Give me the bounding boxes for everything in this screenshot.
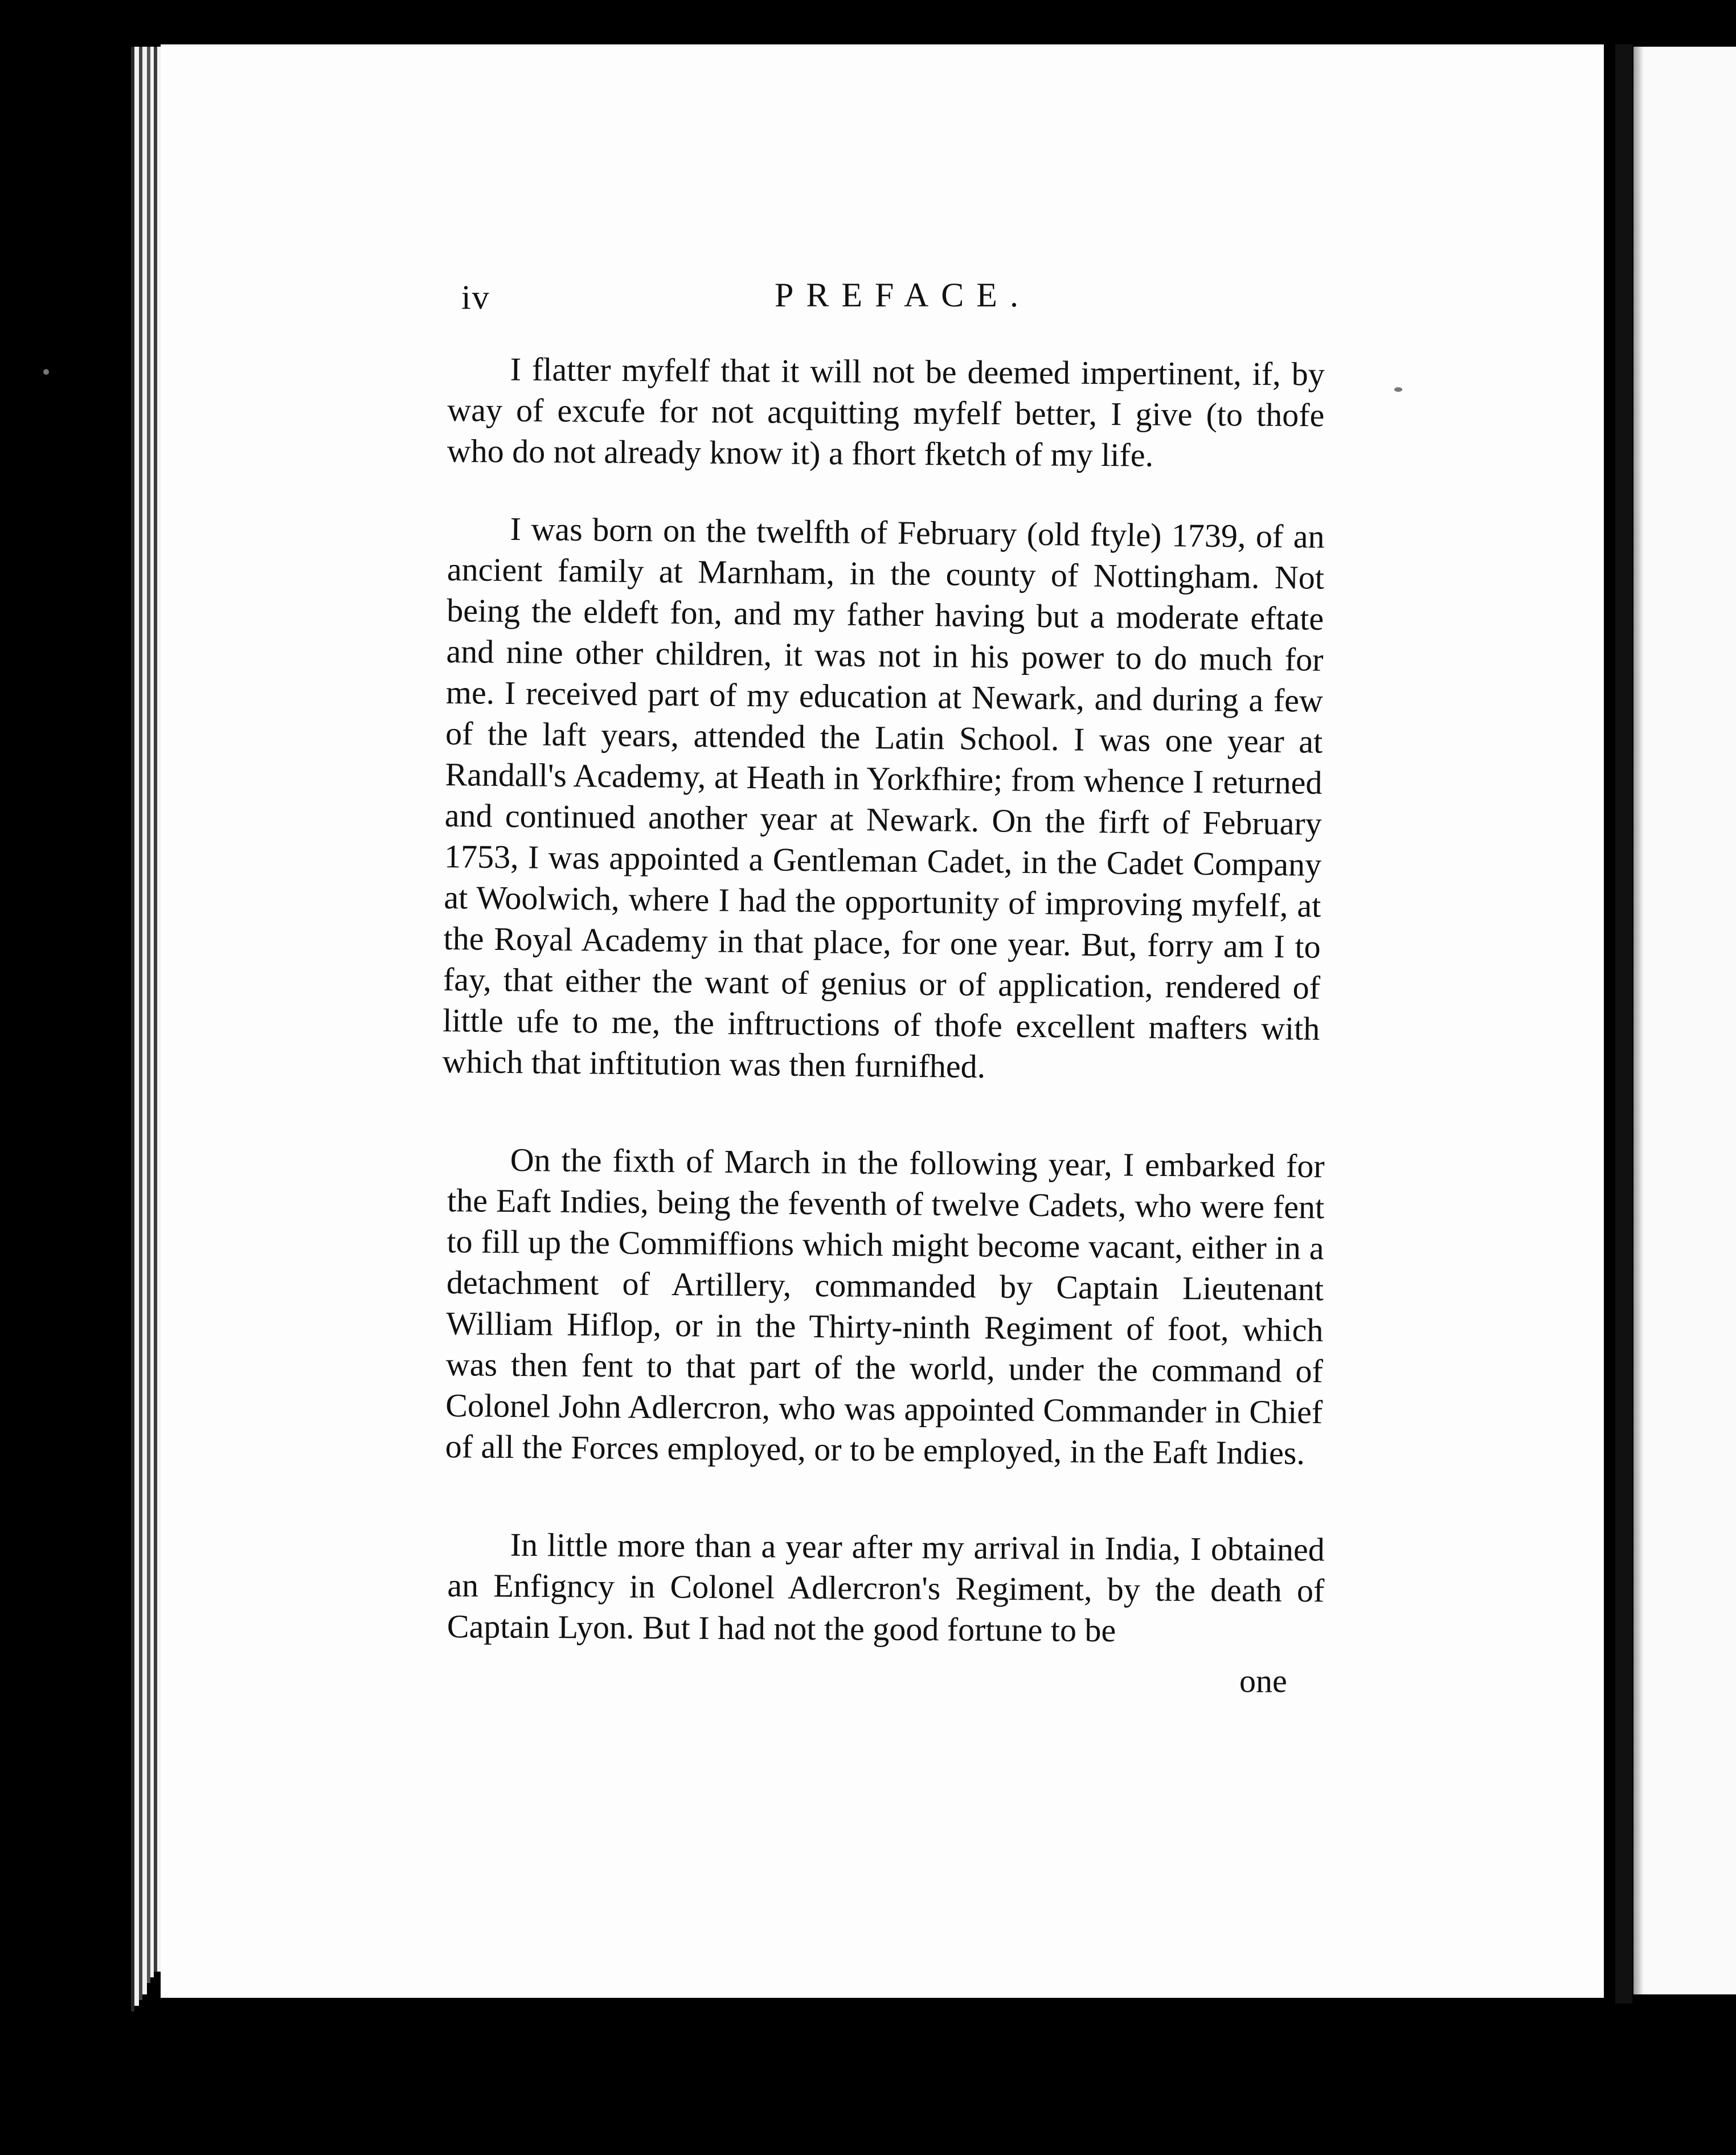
- paragraph-text: I was born on the twelfth of February (old ftyle) 1739, of an ancient family at Marnham, in the county of Nottingham. Not being the eldeft fon, and my father having but a moderate eftate and nine other children, it was not in his power to do much for me. I received part of my education at Newark, and during a few of the laft years, attended the Latin School. I was one year at Randall's Academy, at Heath in Yorkfhire; from whence I returned and continued another year at Newark. On the firft of February 1753, I was appointed a Gentleman Cadet, in the Cadet Company at Woolwich, where I had the opportunity of improving myfelf, at the Royal Academy in that place, for one year. But, forry am I to fay, that either the want of genius or of application, rendered of little ufe to me, the inftructions of thofe excellent mafters with which that inftitution was then furnifhed.: [442, 510, 1325, 1085]
- paragraph-text: In little more than a year after my arrival in India, I obtained an Enfigncy in Colonel Adlercron's Regiment, by the death of Captain Lyon. But I had not the good fortune to be: [447, 1526, 1325, 1649]
- running-head: PREFACE.: [775, 276, 1031, 314]
- scan-speck: [43, 369, 49, 375]
- paragraph-text: On the fixth of March in the following year, I embarked for the Eaft Indies, being the feventh of twelve Cadets, who were fent to fill up the Commiffions which might become vacant, either in a detachment of Artillery, commanded by Captain Lieutenant William Hiflop, or in the Thirty-ninth Regiment of foot, which was then fent to that part of the world, under the command of Colonel John Adlercron, who was appointed Commander in Chief of all the Forces employed, or to be employed, in the Eaft Indies.: [445, 1141, 1325, 1472]
- facing-page-shadow: [1633, 47, 1644, 1994]
- gutter-shadow: [1615, 44, 1632, 2004]
- paragraph-1: [447, 349, 1325, 477]
- facing-page: [1633, 47, 1736, 1994]
- paragraph-text: I flatter myfelf that it will not be deemed impertinent, if, by way of excufe for not acquitting myfelf better, I give (to thofe who do not already know it) a fhort fketch of my life.: [447, 350, 1325, 474]
- page-edge-gap: [134, 47, 139, 2006]
- scan-speck: [1394, 387, 1402, 392]
- page-edge-gap: [142, 47, 147, 1994]
- paragraph-3: [445, 1139, 1324, 1474]
- catchword: one: [1239, 1662, 1287, 1699]
- paragraph-2: [442, 508, 1325, 1091]
- paragraph-4: [447, 1524, 1325, 1652]
- page-number: iv: [461, 278, 490, 316]
